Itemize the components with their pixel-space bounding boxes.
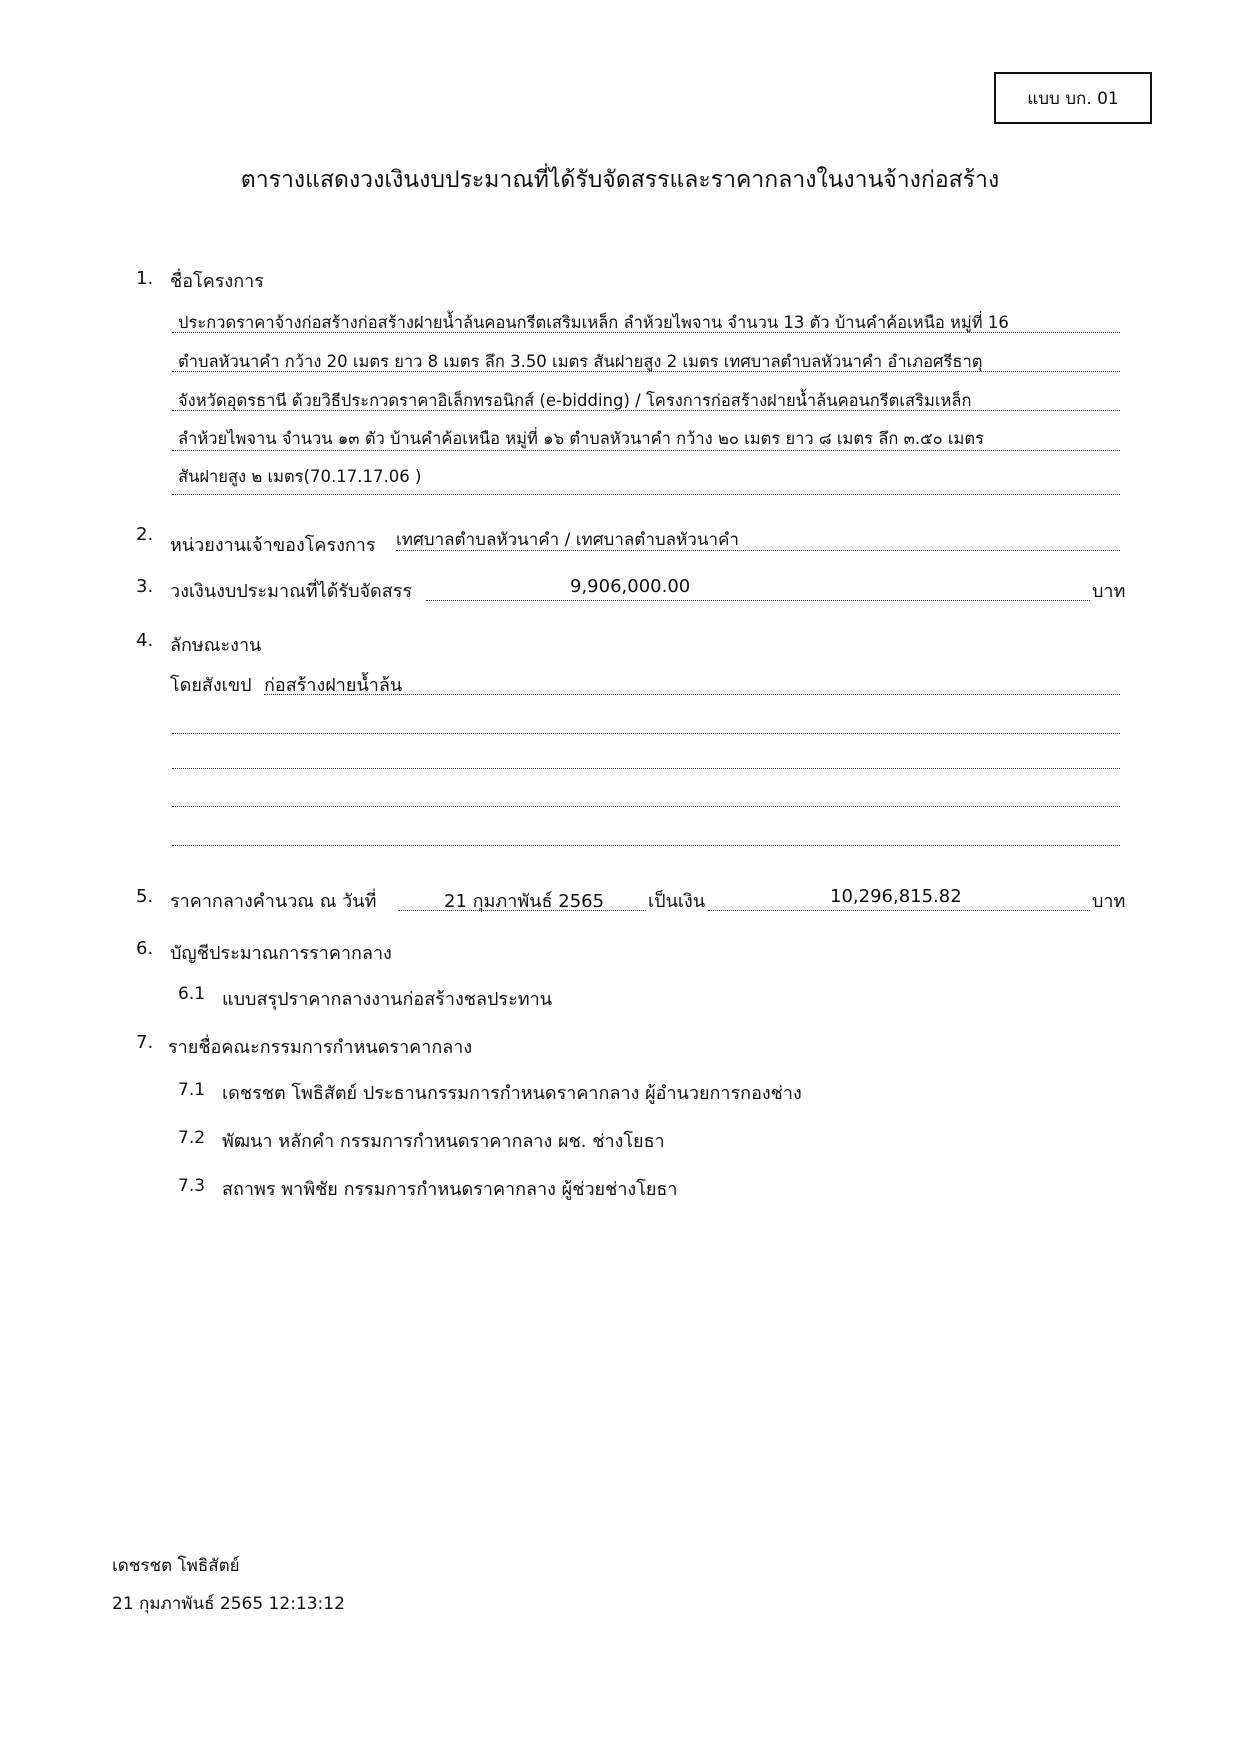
dotted-line: [264, 694, 1120, 695]
list-item-num: 7.2: [178, 1128, 206, 1148]
form-code: แบบ บก. 01: [1027, 88, 1119, 109]
section2-label: หน่วยงานเจ้าของโครงการ: [170, 535, 376, 556]
section7-num: 7.: [136, 1032, 154, 1053]
list-item: สถาพร พาพิชัย กรรมการกำหนดราคากลาง ผู้ช่วยช่างโยธา: [222, 1179, 678, 1200]
form-code-box: [994, 72, 1152, 124]
list-item: พัฒนา หลักคำ กรรมการกำหนดราคากลาง ผช. ช่างโยธา: [222, 1131, 665, 1152]
dotted-line: [398, 910, 646, 911]
list-item: เดชรชต โพธิสัตย์ ประธานกรรมการกำหนดราคากลาง ผู้อำนวยการกองช่าง: [222, 1083, 802, 1104]
section7-label: รายชื่อคณะกรรมการกำหนดราคากลาง: [168, 1037, 473, 1058]
dotted-line: [172, 768, 1120, 769]
dotted-line: [172, 733, 1120, 734]
section1-num: 1.: [136, 268, 154, 289]
project-line-4: ลำห้วยไพจาน จำนวน ๑๓ ตัว บ้านคำค้อเหนือ หมู่ที่ ๑๖ ตำบลหัวนาคำ กว้าง ๒๐ เมตร ยาว ๘ เมตร ลึก ๓.๕๐ เมตร: [178, 429, 985, 448]
summary-value: ก่อสร้างฝายน้ำล้น: [264, 675, 403, 696]
summary-label: โดยสังเขป: [170, 675, 252, 696]
page-title: ตารางแสดงวงเงินงบประมาณที่ได้รับจัดสรรและราคากลางในงานจ้างก่อสร้าง: [240, 167, 1000, 193]
section5-num: 5.: [136, 886, 154, 907]
project-line-5: สันฝายสูง ๒ เมตร(70.17.17.06 ): [178, 467, 422, 486]
section4-label: ลักษณะงาน: [170, 635, 262, 656]
dotted-line: [172, 332, 1120, 333]
list-item-num: 6.1: [178, 984, 206, 1004]
budget-amount: 9,906,000.00: [570, 576, 691, 597]
dotted-line: [172, 410, 1120, 411]
amount-label: เป็นเงิน: [648, 891, 706, 912]
list-item-num: 7.1: [178, 1080, 206, 1100]
section1-label: ชื่อโครงการ: [170, 271, 264, 292]
dotted-line: [172, 806, 1120, 807]
dotted-line: [172, 371, 1120, 372]
dotted-line: [708, 910, 1090, 911]
section4-num: 4.: [136, 630, 154, 651]
section3-label: วงเงินงบประมาณที่ได้รับจัดสรร: [170, 581, 413, 602]
calc-date: 21 กุมภาพันธ์ 2565: [444, 891, 605, 912]
section2-num: 2.: [136, 524, 154, 545]
project-owner: เทศบาลตำบลหัวนาคำ / เทศบาลตำบลหัวนาคำ: [396, 530, 739, 550]
dotted-line: [172, 450, 1120, 451]
project-line-2: ตำบลหัวนาคำ กว้าง 20 เมตร ยาว 8 เมตร ลึก 3.50 เมตร สันฝายสูง 2 เมตร เทศบาลตำบลหัวนาคำ อำเภอศรีธาตุ: [178, 352, 983, 371]
section6-num: 6.: [136, 938, 154, 959]
dotted-line: [396, 550, 1120, 551]
median-price: 10,296,815.82: [830, 886, 962, 907]
section5-label: ราคากลางคำนวณ ณ วันที่: [170, 891, 377, 912]
list-item-num: 7.3: [178, 1176, 206, 1196]
footer-name: เดชรชต โพธิสัตย์: [112, 1556, 240, 1576]
median-price-unit: บาท: [1092, 891, 1126, 912]
dotted-line: [172, 845, 1120, 846]
project-line-3: จังหวัดอุดรธานี ด้วยวิธีประกวดราคาอิเล็กทรอนิกส์ (e-bidding) / โครงการก่อสร้างฝายน้ำล้นคอนกรีตเสริมเหล็ก: [178, 391, 972, 410]
project-line-1: ประกวดราคาจ้างก่อสร้างก่อสร้างฝายน้ำล้นคอนกรีตเสริมเหล็ก ลำห้วยไพจาน จำนวน 13 ตัว บ้านคำค้อเหนือ หมู่ที่ 16: [178, 313, 1009, 332]
section6-label: บัญชีประมาณการราคากลาง: [170, 943, 392, 964]
dotted-line: [172, 494, 1120, 495]
dotted-line: [426, 600, 1090, 601]
list-item: แบบสรุปราคากลางงานก่อสร้างชลประทาน: [222, 989, 553, 1010]
footer-datetime: 21 กุมภาพันธ์ 2565 12:13:12: [112, 1594, 345, 1614]
section3-num: 3.: [136, 576, 154, 597]
budget-unit: บาท: [1092, 581, 1126, 602]
